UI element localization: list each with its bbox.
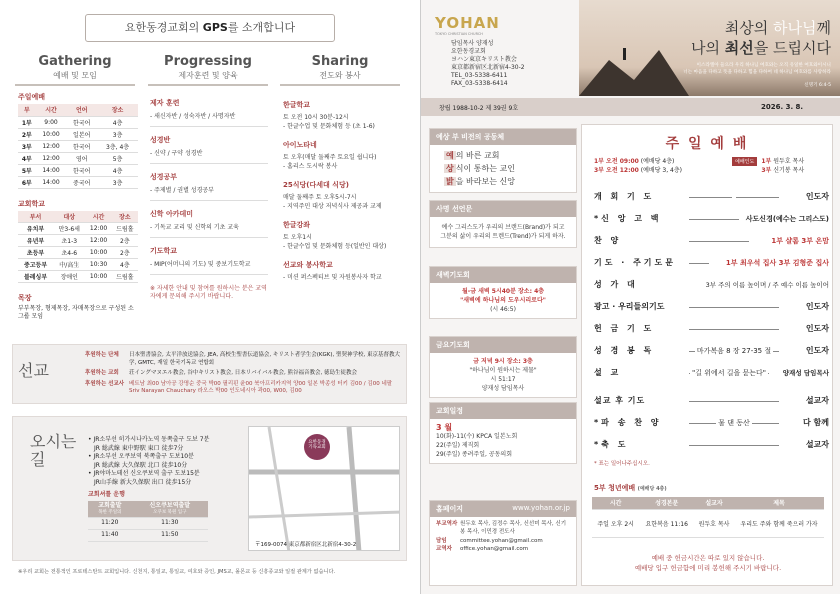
schedule-box: 교회일정 3 월 10(화)-11(수) KPCA 일본노회 22(주일) 제직회 29(주일) 종려주일, 공동의회 [429, 402, 577, 464]
worship-title: 주일예배 [18, 93, 46, 101]
cell-text: 부부목장, 형제목장, 자매목장으로 구성된 소그룹 모임 [18, 305, 134, 320]
declaration-box: 사명 선언문 예수 그리스도가 우리의 브랜드(Brand)가 되고 그분의 삶이 우리의 트렌드(Trend)가 되게 하자. [429, 200, 577, 248]
table-row: 주일 오후 2시 요한복음 11:16 원두호 목사 우리도 주와 함께 죽으러 가자 [592, 509, 824, 537]
school-table: 부서 대상 시간 장소 유치부 만3-6세 12:00 드림홀 유년부 초1-3 12:00 2층 초등부 초4-6 10:00 2층 중고등부 中/高生 10:30 4층 블레싱부 장애인 10:00 드림홀 [18, 211, 138, 284]
table-row: 초등부 초4-6 10:00 2층 [18, 247, 138, 259]
table-row: 4부 12:00 영어 5층 [18, 152, 138, 164]
bulletin-date: 2026. 3. 8. [761, 103, 804, 111]
order-item: 광고 · 우리들의기도 인도자 [594, 302, 829, 311]
table-row: 유년부 초1-3 12:00 2층 [18, 235, 138, 247]
table-row: 5부 14:00 한국어 4층 [18, 164, 138, 176]
sharing-column: 한글학교 토 오전 10시 30분-12시 - 한글수업 및 문화체험 등 (초 1-6) 아이노타네 토 오후(매달 둘째주 토요일 쉽니다) - 홈리스 도시락 봉사 25식당(다세대 식당) 매달 둘째주 토 오후5시-7시 - 지역주민 대상 저녁식사 제공과 교제 한글강좌 토 오후1시 - 한글수업 및 문화체험 등(일반인 대상) 선교와 봉사학교 - 미션 퍼스펙티브 및 자원봉사자 학교 [283, 101, 387, 281]
order-item: 성 가 대 3부 주의 이름 높이며 / 주 예수 이름 높이어 [594, 280, 829, 289]
youth-title: 5부 청년예배 (예배당 4층) [594, 484, 667, 492]
stand-note: * 표는 일어나주십시오. [594, 461, 650, 467]
table-row: 중고등부 中/高生 10:30 4층 [18, 259, 138, 271]
gathering-heading: Gathering 예배 및 모임 [15, 54, 135, 86]
offering-note: 예배 중 헌금시간은 따로 있지 않습니다. 예배당 입구 헌금함에 미리 봉헌해 주시기 바랍니다. [634, 554, 782, 572]
progressing-heading: Progressing 제자훈련 및 양육 [148, 54, 268, 86]
church-marker: 요한동경 기독교회 [308, 440, 326, 450]
shuttle-table: 교회출발 목한 주일의 신오쿠보역출발 오쿠보 북원 입구 11:20 11:30 11:40 11:50 [88, 501, 208, 542]
founded: 창립 1988-10-2 제 39권 9호 [439, 105, 519, 112]
table-row: 블레싱부 장애인 10:00 드림홀 [18, 271, 138, 283]
homepage-box: 홈페이지 www.yohan.or.jp 부교역자 원두호 목사, 김정수 목사, 신선미 목사, 신기봉 목사, 이민경 전도사 담임 committee.yohan@gmail.com 교역자 office.yohan@gmail.com [429, 500, 577, 586]
hero-ref: 신명기 6:4-5 [804, 83, 831, 88]
mission-title: 선교 [18, 361, 49, 380]
address: 〒169-0074 東京都新宿区北新宿4-30-2 [255, 542, 357, 548]
disclaimer: ※우리 교회는 전통적인 프로테스탄트 교회입니다. 신천지, 통일교, 통일교, 여호와 증인, JMS교, 몰몬교 등 신흥종교와 일절 관계가 없습니다. [18, 569, 336, 575]
left-page [0, 0, 419, 594]
progressing-column: 제자 훈련 - 새신자반 / 성숙자반 / 사명자반 성경반 - 신약 / 구약 성경반 성경공부 - 주제별 / 권별 성경공부 신학 아카데미 - 기독교 교리 및 신학의 기초 교육 기도학교 - MIP(어머니의 기도) 및 중보기도학교 ※ 자세한 안내 및 참여를 원하시는 분은 교역자에게 문의해 주시기 바랍니다. [150, 99, 267, 300]
worship-leaders: 예배인도 1부 원두호 목사 3부 신기봉 목사 [732, 157, 804, 175]
worship-heading: 주 일 예 배 [665, 136, 749, 152]
order-item: 개 회 기 도 인도자 [594, 192, 829, 201]
table-row: 6부 14:00 중국어 3층 [18, 176, 138, 188]
table-row: 유치부 만3-6세 12:00 드림홀 [18, 223, 138, 235]
directions: • JR소부선 히가시나카노역 동쪽출구 도보 7분 JR 総武線 東中野駅 東口 徒歩7分 • JR소부선 오쿠보역 북쪽출구 도보10분 JR 総武線 大久保駅 北口 徒歩10分 • JR야마노테선 신오쿠보역 출구 도보15분 JR山手線 新大久保駅 出口 徒歩15分 교회셔틀 운행 교회출발 목한 주일의 신오쿠보역출발 오쿠보 북원 입구 11:20 11:30 11:40 11:50 [88, 436, 238, 542]
school-title: 교회학교 [18, 199, 46, 208]
order-item: 헌 금 기 도 인도자 [594, 324, 829, 333]
gathering-column [18, 86, 138, 321]
logo: YOHAN TOKYO CHRISTIAN CHURCH [435, 14, 500, 36]
hero-title: 최상의 하나님께 나의 최선을 드립시다 [691, 19, 831, 57]
youth-table: 시간 성경본문 설교자 제목 주일 오후 2시 요한복음 11:16 원두호 목사 우리도 주와 함께 죽으러 가자 [592, 497, 824, 538]
sharing-heading: Sharing 전도와 봉사 [280, 54, 400, 86]
order-item: *신 앙 고 백 사도신경(예수는 그리스도) [594, 214, 829, 223]
table-row: 2부 10:00 일본어 3층 [18, 128, 138, 140]
worship-panel [581, 124, 833, 586]
location-title: 오시는 길 [30, 432, 77, 469]
order-item: 설 교 "길 위에서 길을 묻는다" 양재성 담임목사 [594, 368, 829, 377]
table-row: 11:20 11:30 [88, 518, 208, 530]
worship-table: 부 시간 언어 장소 1부 9:00 한국어 4층 2부 10:00 일본어 3층 3부 12:00 한국어 3층, 4층 4부 12:00 영어 5층 5부 14:00 한국어 4층 6부 14:00 중국어 3층 [18, 104, 138, 189]
progress-note: ※ 자세한 안내 및 참여를 원하시는 분은 교역자에게 문의해 주시기 바랍니다. [150, 285, 267, 300]
order-item: 기도 · 주기도문 1부 최우석 집사 3부 김형준 집사 [594, 258, 829, 267]
table-row: 11:40 11:50 [88, 530, 208, 542]
worship-times: 1부 오전 09:00 (예배당 4층) 3부 오전 12:00 (예배당 3, 4층) [594, 158, 682, 174]
order-item: *파 송 찬 양 물 댄 동산 다 함께 [594, 418, 829, 427]
table-row: 3부 12:00 한국어 3층, 4층 [18, 140, 138, 152]
hero-verse: 이스라엘아 들으라 우리 하나님 여호와는 오직 유일한 여호와이시니 너는 마음을 다하고 뜻을 다하고 힘을 다하여 네 하나님 여호와를 사랑하라 [683, 63, 831, 75]
friday-prayer-box: 금요기도회 금 저녁 9시 장소: 3층 "하나님이 원하시는 제물" 시 51:17 양재성 담임목사 [429, 336, 577, 398]
cell-title: 목장 [18, 294, 32, 302]
table-row: 1부 9:00 한국어 4층 [18, 116, 138, 128]
order-item: *축 도 설교자 [594, 440, 829, 449]
dawn-prayer-box: 새벽기도회 월-금 새벽 5시40분 장소: 4층 "새벽에 하나님의 도우시리로다" (시 46:5) [429, 266, 577, 319]
church-info: 담임목사 양재성 요한동경교회 ヨハン東京キリスト教会 東京都新宿区北新宿4-30-2 TEL_03-5338-6411 FAX_03-5338-6414 [451, 40, 525, 87]
order-item: 찬 양 1부 샬롬 3부 온맘 [594, 236, 829, 245]
order-item: 설교 후 기도 설교자 [594, 396, 829, 405]
vision-box: 예상 부 비전의 공동체 예 의 바른 교회 상 식이 통하는 교인 밝 을 바라보는 신앙 [429, 128, 577, 193]
homepage-link[interactable]: www.yohan.or.jp [512, 504, 570, 512]
gps-header: 요한동경교회의 GPS를 소개합니다 [85, 14, 335, 42]
order-item: 성 경 봉 독 마가복음 8 장 27-35 절 인도자 [594, 346, 829, 355]
map[interactable] [248, 426, 400, 551]
right-page [420, 0, 840, 594]
mission-list: 후원하는 단체 日本聖書協会, 太平洋放送協会, JEA, 高校生聖書伝道協会, キリスト者学生会(KGK), 聖契神学校, 東京基督教大学, GMTC, 재일 한국기독교 연합회 후원하는 교회 荘イングマヌエル教会, 谷中キリスト教会, 日本リバイバル教会, 熊谷福音教会, 徳島生徒教会 후원하는 선교사 베트남 최00 남아공 강명순 중국 박00 필리핀 윤00 북아프리카지역 양00 일본 박종성 터키 김00 / 김00 네팔 Sriv Narayan Chauchary 라오스 박00 인도네시아 곽00, W00, 김00 [85, 352, 400, 394]
